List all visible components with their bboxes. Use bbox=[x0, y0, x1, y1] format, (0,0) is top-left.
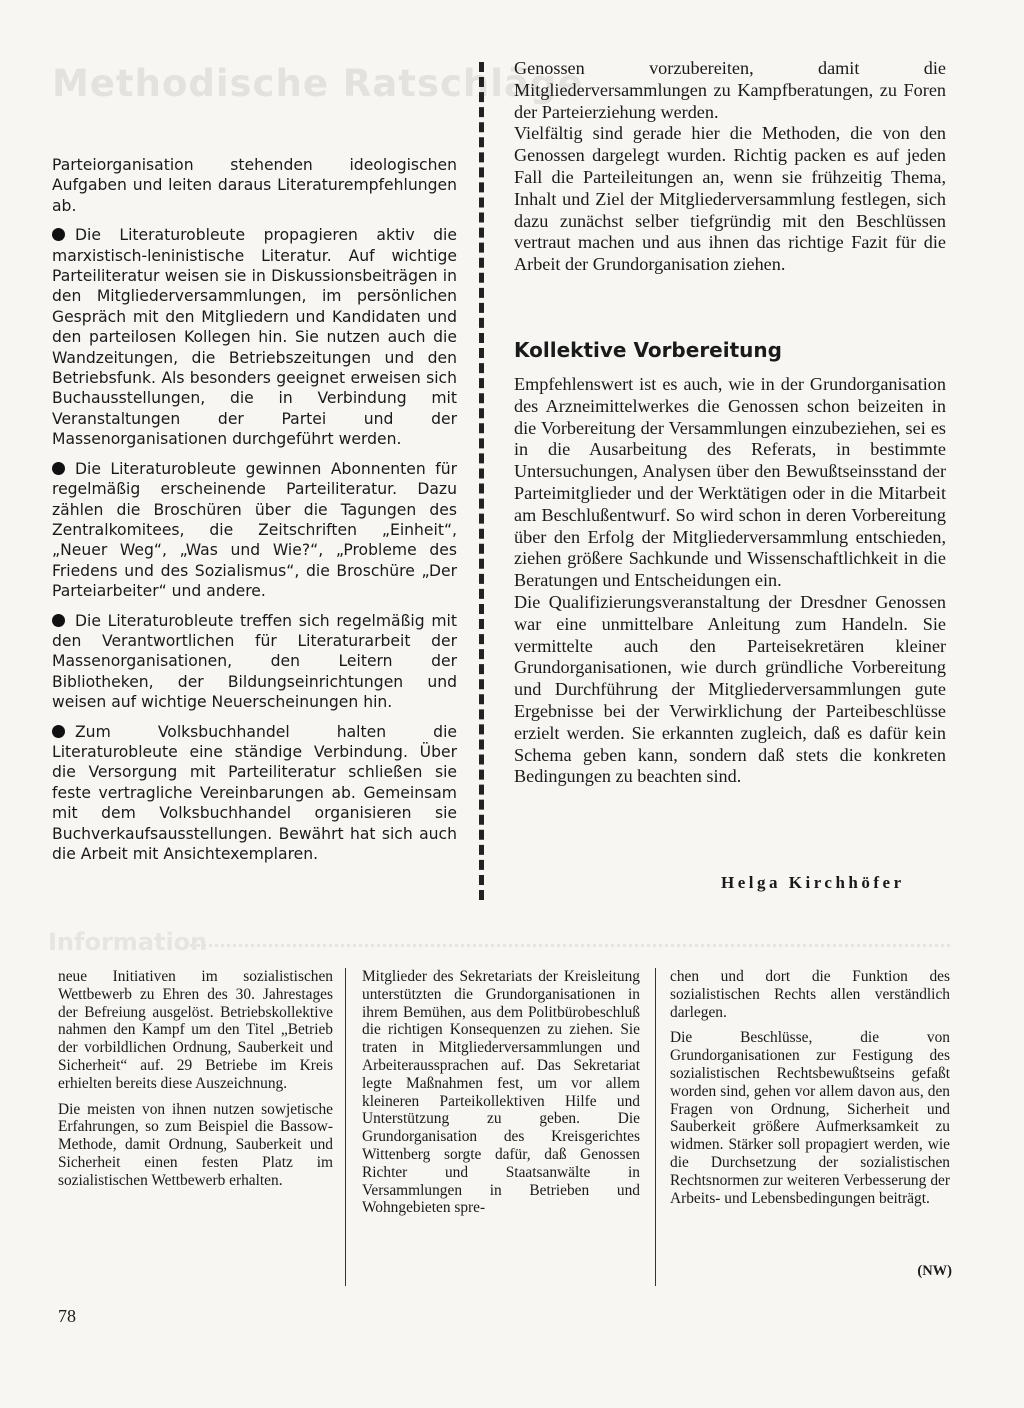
bullet-icon bbox=[52, 228, 65, 241]
info-column-1 bbox=[58, 968, 333, 1198]
bullet-icon bbox=[52, 614, 65, 627]
info-section-title: Information bbox=[48, 928, 208, 956]
list-item-text: Die Literaturobleute propagieren aktiv die marxistisch-leninistische Literatur. Auf wichtige Parteiliteratur weisen sie in Diskussionsbeiträgen in den Mitgliederversammlungen, im persönlichen Gespräch mit den Mitgliedern und Kandidaten und den parteilosen Kollegen hin. Sie nutzen auch die Wandzeitungen, die Betriebszeitungen und den Betriebsfunk. Als besonders geeignet erweisen sich Buchausstellungen, die in Verbindung mit Veranstaltungen der Partei und der Massenorganisationen durchgeführt werden. bbox=[52, 226, 457, 449]
bullet-icon bbox=[52, 462, 65, 475]
section-rule bbox=[190, 944, 950, 947]
right-column-top bbox=[514, 58, 946, 276]
list-item-text: Die Literaturobleute gewinnen Abonnenten für regelmäßig erscheinende Parteiliteratur. Dazu zählen die Broschüren über die Tagungen des Zentralkomitees, die Zeitschriften „Einheit“, „Neuer Weg“, „Was und Wie?“, „Probleme des Friedens und des Sozialismus“, die Broschüre „Der Parteiarbeiter“ und andere. bbox=[52, 459, 457, 601]
right-column-bottom bbox=[514, 374, 946, 788]
section-title: Methodische Ratschläge bbox=[52, 62, 584, 105]
info-column-2 bbox=[362, 968, 640, 1225]
paragraph: Die Qualifizierungsveranstaltung der Dresdner Genossen war eine unmittelbare Anleitung zum Handeln. Sie vermittelte auch den Parteisekretären kleiner Grundorganisationen, wie durch gründliche Vorbereitung und Durchführung der Mitgliederversammlungen gute Ergebnisse bei der Verwirklichung der Parteibeschlüsse erzielt werden. Sie erkannten zugleich, daß es dafür kein Schema geben kann, sondern daß stets die konkreten Bedingungen zu beachten sind. bbox=[514, 591, 946, 787]
column-divider bbox=[479, 62, 484, 900]
intro-paragraph: Parteiorganisation stehenden ideologischen Aufgaben und leiten daraus Literaturempfehlungen ab. bbox=[52, 156, 457, 215]
list-item bbox=[52, 722, 457, 865]
list-item bbox=[52, 459, 457, 602]
paragraph: Vielfältig sind gerade hier die Methoden, die von den Genossen dargelegt wurden. Richtig packen es auf jeden Fall die Parteileitungen an, wenn sie frühzeitig Thema, Inhalt und Ziel der Mitgliederversammlung festlegen, sich dazu zunächst selber tiefgründig mit den Beschlüssen vertraut machen und aus ihnen das richtige Fazit für die Arbeit der Grundorganisation ziehen. bbox=[514, 123, 946, 275]
list-item-text: Zum Volksbuchhandel halten die Literaturobleute eine ständige Verbindung. Über die Versorgung mit Parteiliteratur schließen sie feste vertragliche Vereinbarungen ab. Gemeinsam mit dem Volksbuchhandel organisieren sie Buchverkaufsausstellungen. Bewährt hat sich auch die Arbeit mit Ansichtexemplaren. bbox=[52, 722, 457, 863]
paragraph: Genossen vorzubereiten, damit die Mitgliederversammlungen zu Kampfberatungen, zu Foren der Parteierziehung werden. bbox=[514, 58, 946, 122]
author-name: Helga Kirchhöfer bbox=[721, 873, 905, 892]
bullet-icon bbox=[52, 725, 65, 738]
paragraph: Empfehlenswert ist es auch, wie in der Grundorganisation des Arzneimittelwerkes die Genossen schon beizeiten in die Vorbereitung der Versammlungen einzubeziehen, sei es in die Ausarbeitung des Referats, in bestimmte Untersuchungen, Analysen über den Bewußtseinsstand der Parteimitglieder und der Werktätigen oder in die Mitarbeit am Beschlußentwurf. So wird schon in deren Vorbereitung über den Erfolg der Mitgliederversammlung entschieden, ziehen größere Sachkunde und Wissenschaftlichkeit in die Beratungen und Entscheidungen ein. bbox=[514, 374, 946, 591]
list-item bbox=[52, 225, 457, 449]
column-divider bbox=[655, 968, 656, 1286]
list-item-text: Die Literaturobleute treffen sich regelmäßig mit den Verantwortlichen für Literaturarbeit der Massenorganisationen, den Leitern der Bibliotheken, der Bildungseinrichtungen und weisen auf wichtige Neuerscheinungen hin. bbox=[52, 611, 457, 712]
page-number: 78 bbox=[58, 1306, 76, 1326]
subheading: Kollektive Vorbereitung bbox=[514, 338, 782, 362]
info-column-3 bbox=[670, 968, 950, 1215]
paragraph: chen und dort die Funktion des sozialistischen Rechts allen verständlich darlegen. bbox=[670, 968, 950, 1021]
paragraph: Die Beschlüsse, die von Grundorganisationen zur Festigung des sozialistischen Rechtsbewußtseins gefaßt worden sind, gehen vor allem davon aus, den Fragen von Ordnung, Sicherheit und Sauberkeit größere Aufmerksamkeit zu widmen. Stärker soll propagiert werden, wie die Durchsetzung der sozialistischen Rechtsnormen zur weiteren Verbesserung der Arbeits- und Lebensbedingungen beiträgt. bbox=[670, 1029, 950, 1207]
paragraph: neue Initiativen im sozialistischen Wettbewerb zu Ehren des 30. Jahrestages der Befreiung ausgelöst. Betriebskollektive nahmen den Kampf um den Titel „Betrieb der vorbildlichen Ordnung, Sauberkeit und Sicherheit“ auf. 29 Betriebe im Kreis erhielten bereits diese Auszeichnung. bbox=[58, 968, 333, 1092]
paragraph: Mitglieder des Sekretariats der Kreisleitung unterstützten die Grundorganisationen in ihrem Bemühen, aus dem Politbürobeschluß die richtigen Konsequenzen zu ziehen. Sie traten in Mitgliederversammlungen und Arbeiteraussprachen auf. Das Sekretariat legte Maßnahmen fest, um vor allem kleineren Parteikollektiven Hilfe und Unterstützung zu geben. Die Grundorganisation des Kreisgerichtes Wittenberg sorgte dafür, daß Genossen Richter und Staatsanwälte in Versammlungen in Betrieben und Wohngebieten spre- bbox=[362, 968, 640, 1217]
list-item bbox=[52, 611, 457, 713]
column-divider bbox=[345, 968, 346, 1286]
signature: (NW) bbox=[917, 1263, 952, 1279]
paragraph: Die meisten von ihnen nutzen sowjetische Erfahrungen, so zum Beispiel die Bassow-Methode, damit Ordnung, Sauberkeit und Sicherheit einen festen Platz im sozialistischen Wettbewerb erhalten. bbox=[58, 1100, 333, 1189]
left-column bbox=[52, 155, 457, 873]
